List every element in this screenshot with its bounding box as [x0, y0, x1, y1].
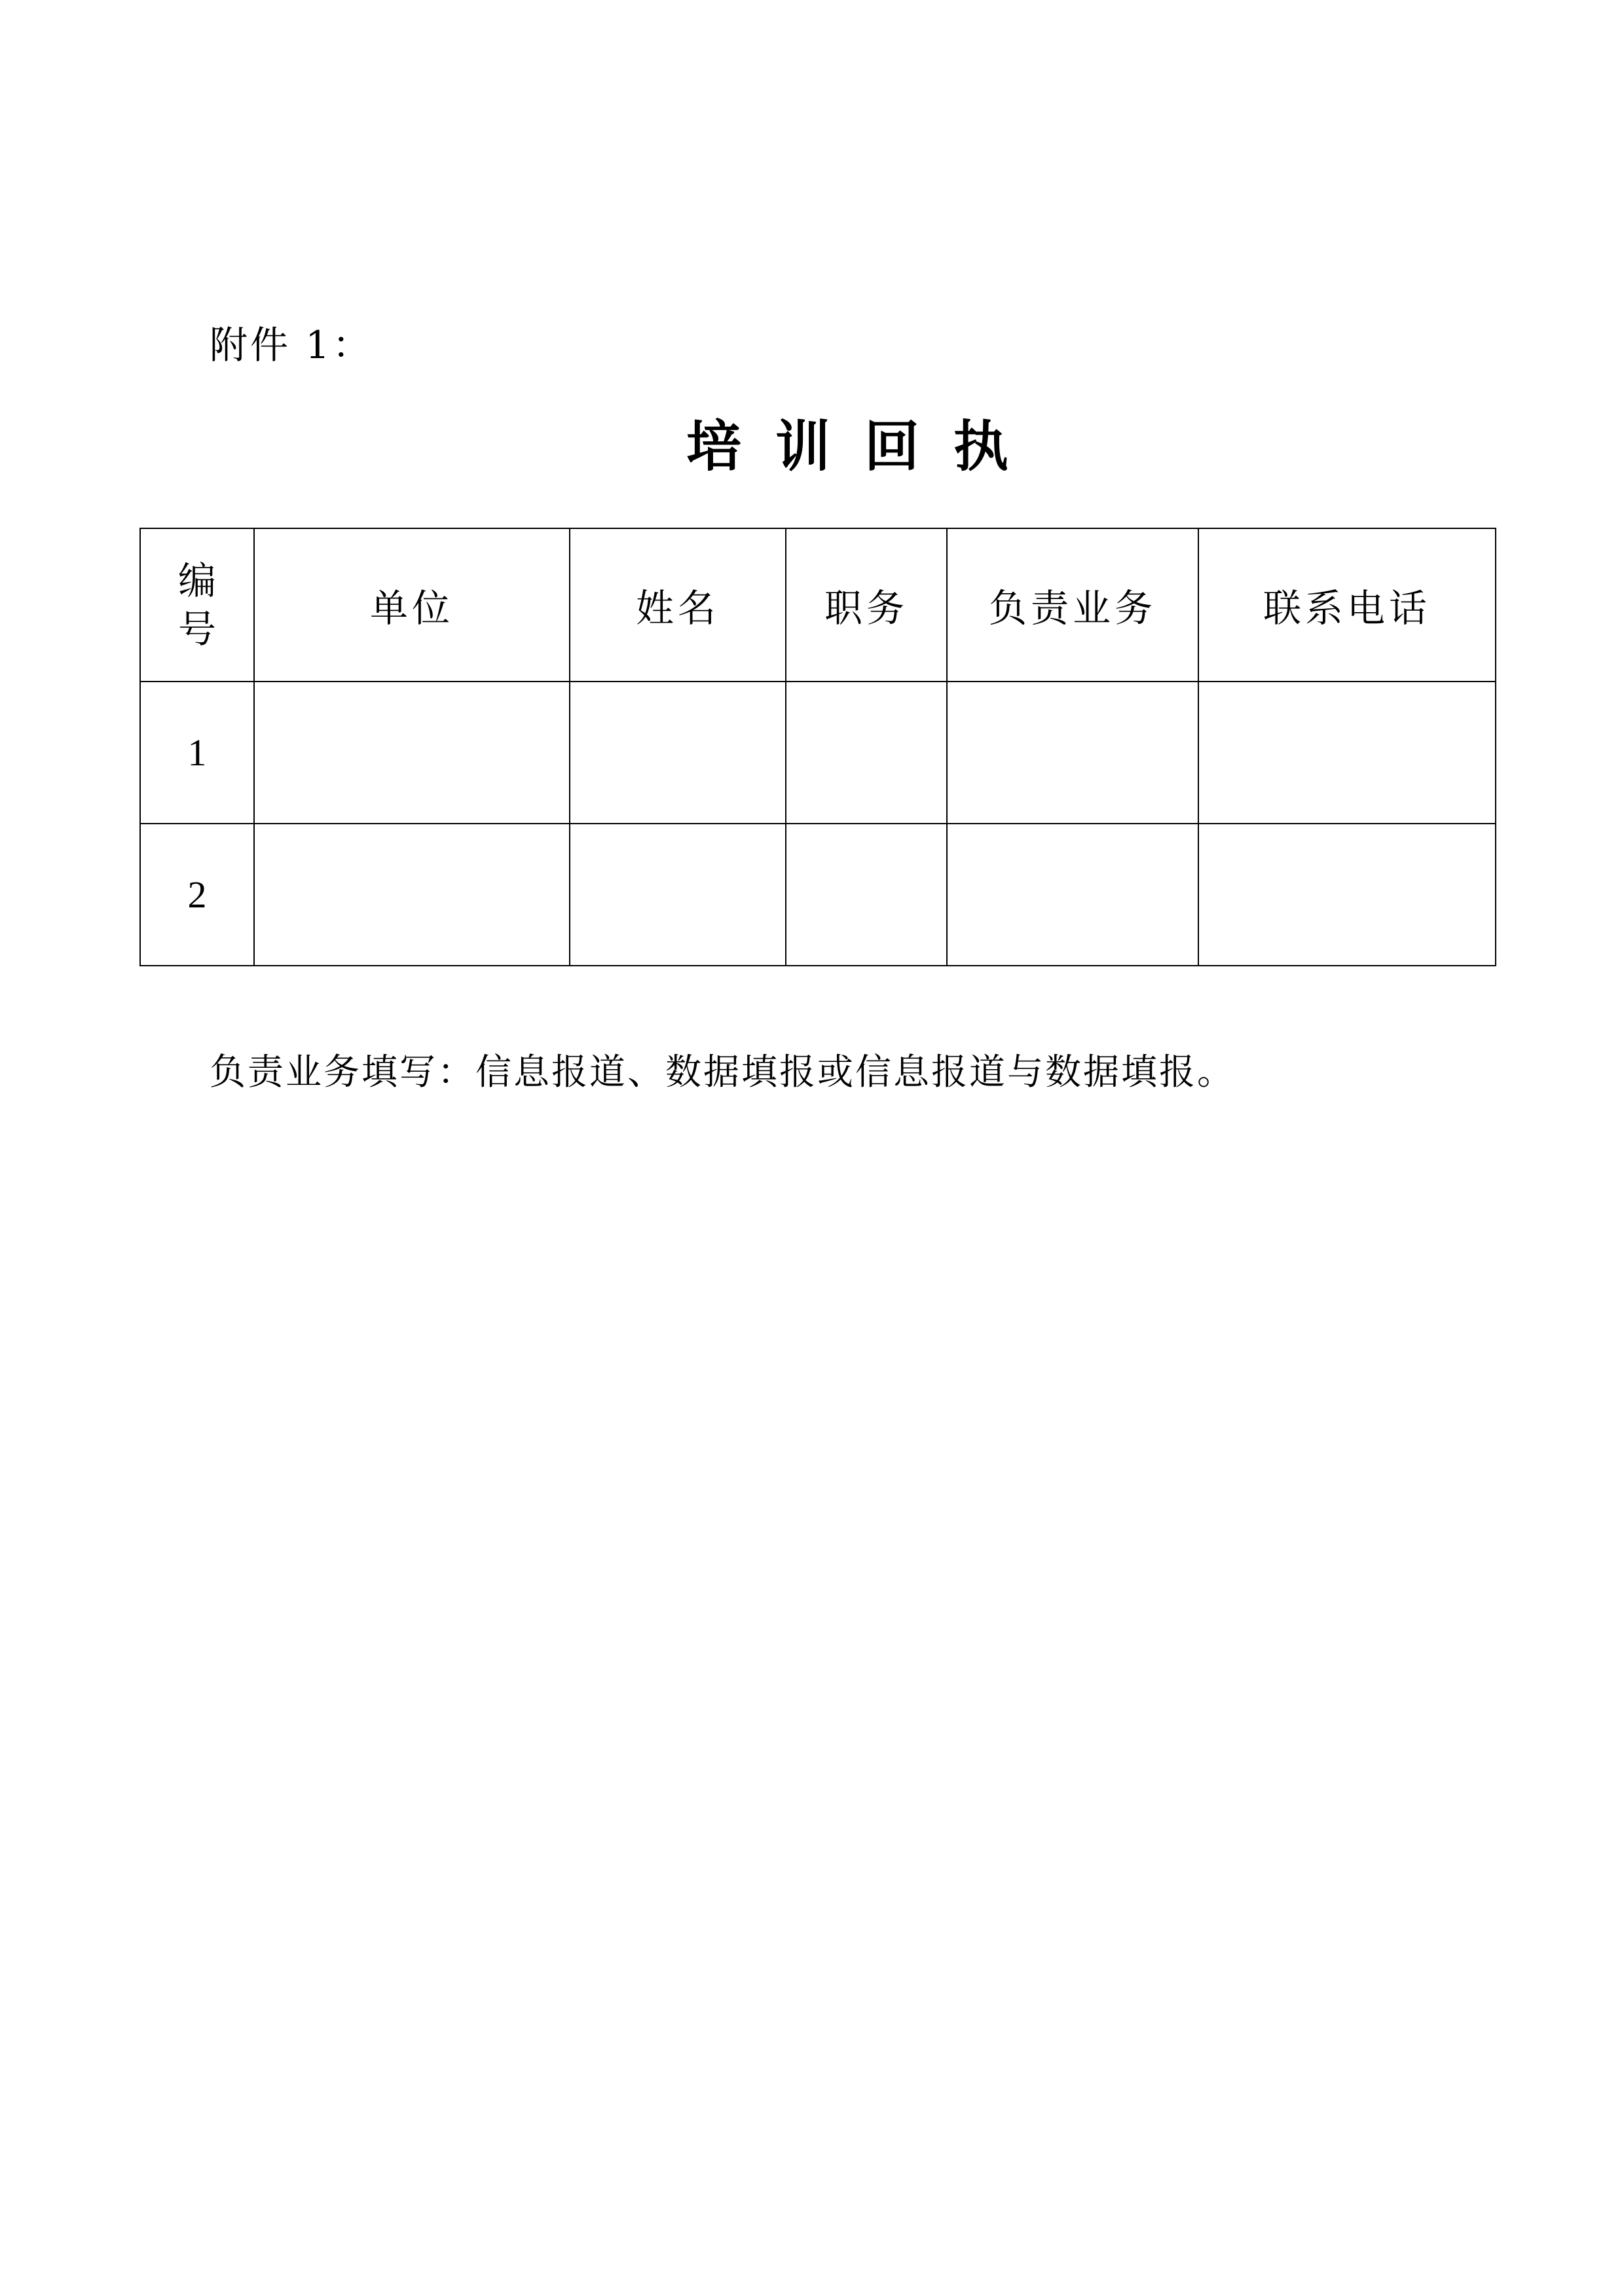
page-title: 培训回执: [686, 414, 1043, 479]
attachment-label: 附件 1：: [210, 323, 373, 367]
responsibility-cell[interactable]: [947, 682, 1198, 824]
responsibility-cell[interactable]: [947, 824, 1198, 966]
responsibility-note: 负责业务填写：信息报道、数据填报或信息报道与数据填报。: [210, 1051, 1236, 1093]
phone-cell[interactable]: [1198, 824, 1496, 966]
position-cell[interactable]: [786, 824, 947, 966]
header-number: [140, 528, 254, 682]
header-unit: 单位: [254, 528, 570, 682]
table-row: [140, 682, 1496, 824]
unit-cell[interactable]: [254, 824, 570, 966]
header-position: 职务: [786, 528, 947, 682]
header-responsibility: 负责业务: [947, 528, 1198, 682]
row-number-cell: 1: [140, 682, 254, 824]
receipt-table: [139, 528, 1496, 966]
header-phone: 联系电话: [1198, 528, 1496, 682]
position-cell[interactable]: [786, 682, 947, 824]
name-cell[interactable]: [570, 824, 786, 966]
header-number-bottom: 号: [177, 607, 216, 651]
unit-cell[interactable]: [254, 682, 570, 824]
name-cell[interactable]: [570, 682, 786, 824]
table-row: [140, 824, 1496, 966]
row-number-cell: 2: [140, 824, 254, 966]
header-number-top: 编: [177, 558, 216, 603]
header-name: 姓名: [570, 528, 786, 682]
phone-cell[interactable]: [1198, 682, 1496, 824]
table-header-row: [140, 528, 1496, 682]
